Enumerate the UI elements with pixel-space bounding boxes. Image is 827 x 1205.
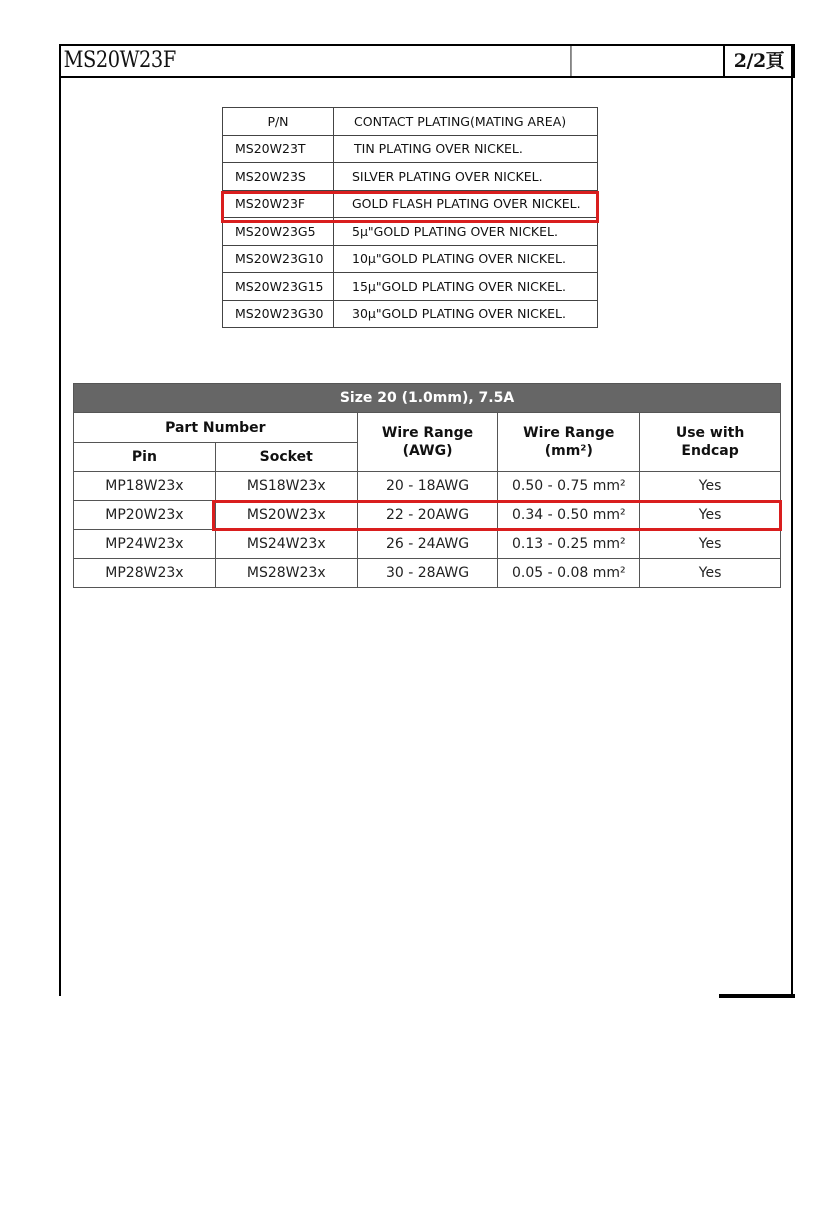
plating-highlight-box xyxy=(221,191,599,223)
part-number-header: Part Number xyxy=(74,413,358,443)
wire-title-row xyxy=(74,384,781,413)
page-header xyxy=(59,44,795,78)
socket-cell: MS24W23x xyxy=(215,530,357,559)
endcap-cell: Yes xyxy=(640,501,781,530)
plating-value-cell: GOLD FLASH PLATING OVER NICKEL. xyxy=(334,190,598,218)
table-row xyxy=(223,300,598,328)
plating-value-cell: 10μ"GOLD PLATING OVER NICKEL. xyxy=(334,245,598,273)
plating-pn-cell: MS20W23S xyxy=(223,163,334,191)
mm-cell: 0.05 - 0.08 mm² xyxy=(498,559,640,588)
pin-cell: MP20W23x xyxy=(74,501,216,530)
plating-pn-cell: MS20W23T xyxy=(223,135,334,163)
plating-pn-cell: MS20W23G15 xyxy=(223,273,334,301)
plating-value-cell: 30μ"GOLD PLATING OVER NICKEL. xyxy=(334,300,598,328)
table-row xyxy=(223,273,598,301)
endcap-cell: Yes xyxy=(640,472,781,501)
pin-header: Pin xyxy=(74,443,216,472)
socket-cell: MS20W23x xyxy=(215,501,357,530)
document-title: MS20W23F xyxy=(61,46,571,76)
plating-col-pn: P/N xyxy=(223,108,334,136)
socket-cell: MS18W23x xyxy=(215,472,357,501)
awg-cell: 20 - 18AWG xyxy=(357,472,498,501)
table-row xyxy=(223,135,598,163)
wire-table-title: Size 20 (1.0mm), 7.5A xyxy=(74,384,781,413)
endcap-cell: Yes xyxy=(640,530,781,559)
mm-cell: 0.13 - 0.25 mm² xyxy=(498,530,640,559)
plating-pn-cell: MS20W23G30 xyxy=(223,300,334,328)
wire-range-awg-header: Wire Range (AWG) xyxy=(357,413,498,472)
wire-range-table xyxy=(73,383,781,588)
wire-range-mm-header: Wire Range (mm²) xyxy=(498,413,640,472)
table-row xyxy=(74,472,781,501)
pin-cell: MP18W23x xyxy=(74,472,216,501)
plating-pn-cell: MS20W23G5 xyxy=(223,218,334,246)
plating-col-plating: CONTACT PLATING(MATING AREA) xyxy=(334,108,598,136)
plating-value-cell: TIN PLATING OVER NICKEL. xyxy=(334,135,598,163)
mm-cell: 0.50 - 0.75 mm² xyxy=(498,472,640,501)
plating-pn-cell: MS20W23F xyxy=(223,190,334,218)
plating-pn-cell: MS20W23G10 xyxy=(223,245,334,273)
plating-value-cell: 5μ"GOLD PLATING OVER NICKEL. xyxy=(334,218,598,246)
mm-cell: 0.34 - 0.50 mm² xyxy=(498,501,640,530)
wire-header-row xyxy=(74,413,781,443)
socket-header: Socket xyxy=(215,443,357,472)
pin-cell: MP24W23x xyxy=(74,530,216,559)
plating-value-cell: SILVER PLATING OVER NICKEL. xyxy=(334,163,598,191)
awg-cell: 26 - 24AWG xyxy=(357,530,498,559)
endcap-header: Use with Endcap xyxy=(640,413,781,472)
pin-cell: MP28W23x xyxy=(74,559,216,588)
wire-highlight-box xyxy=(212,500,782,531)
awg-cell: 30 - 28AWG xyxy=(357,559,498,588)
endcap-cell: Yes xyxy=(640,559,781,588)
table-row xyxy=(74,559,781,588)
plating-value-cell: 15μ"GOLD PLATING OVER NICKEL. xyxy=(334,273,598,301)
header-blank-cell xyxy=(641,46,725,76)
awg-cell: 22 - 20AWG xyxy=(357,501,498,530)
table-row xyxy=(223,163,598,191)
table-row xyxy=(223,245,598,273)
page-number: 2/2頁 xyxy=(733,50,785,72)
table-row xyxy=(74,530,781,559)
plating-header-row xyxy=(223,108,598,136)
bottom-rule xyxy=(719,994,795,998)
socket-cell: MS28W23x xyxy=(215,559,357,588)
